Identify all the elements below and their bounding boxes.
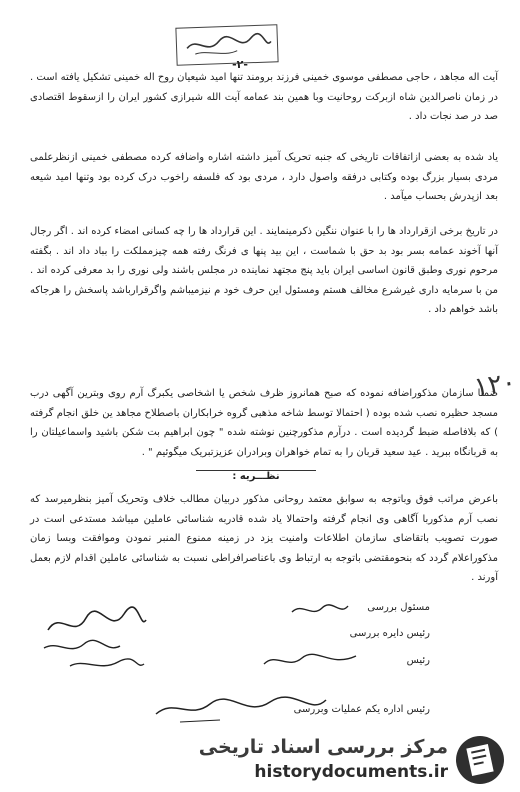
footer-title: مرکز بررسی اسناد تاریخی — [198, 736, 448, 758]
footer-watermark — [176, 732, 506, 788]
footer-url: historydocuments.ir — [254, 762, 448, 782]
handwritten-signature-middle — [260, 648, 360, 674]
section-heading: نظـــریه : — [196, 470, 316, 482]
archive-logo-icon — [454, 734, 506, 786]
paragraph-1: آیت اله مجاهد ، حاجی مصطفی موسوی خمینی فرزند برومند تنها امید شیعیان روح اله خمینی تشکیل یافته است . در زمان ناصرالدین شاه ازبرکت روحانیت وبا همین بند عمامه آیت الله شیرازی کشور ایران را ازسقوط اقتصادی صد در صد نجات داد . — [30, 72, 498, 122]
signature-line-3: رئیس — [406, 655, 430, 666]
paragraph-3: در تاریخ برخی ازقرارداد ها را با عنوان ننگین ذکرمینمایند . این قرارداد ها را چه کسانی امضاء کرده اند . اگر رجال آنها آخوند عمامه بسر بود بد حق با شماست ، این بید پنها ی فرنگ رفته همه چیزمملکت را بباد داد اند . بگفته مرحوم نوری وطبق قانون اساسی ایران باید پنج مجتهد نماینده در مجلس باشند ولی نوری را بد معرفی کرده اند . من با سرمایه داری غیرشرع مخالف هستم ومسئول این حرف خود م نیزمیباشم واگرقرارباشد پاسخش را هرجاکه باشد خواهم داد . — [30, 226, 498, 315]
handwritten-signature-top — [290, 600, 350, 620]
paragraph-5: باعرض مراتب فوق وباتوجه به سوابق معتمد روحانی مذکور دربیان مطالب خلاف وتحریک آمیز بنظرمیرسد که نصب آرم مذکوربا آگاهی وی انجام گرفته واحتمالا یاد شده قادربه شناسائی عاملین میباشد مستدعی است در صورت تصویب باتقاضای سازمان اطلاعات وامنیت یزد در زمینه ممنوع المنبر نمودن وموافقت وبسا زمان مذکوراعلام گردد که بنحومقتضی باتوجه به ارتباط وی باعناصرافراطی نسبت به شناسائی عاملین اقدام لازم بعمل آورند . — [30, 494, 498, 583]
signature-line-4: رئیس اداره یکم عملیات وبررسی — [293, 704, 430, 715]
paragraph-4: ضمنا سازمان مذکوراضافه نموده که صبح همانروز ظرف شخص یا اشخاصی یکبرگ آرم روی وبترین آگهی درب مسجد حظیره نصب شده بوده ( احتمالا توسط شاخه مذهبی گروه خرابکاران باصطلاح مجاهد ین خلق انجام گرفته ) که بلافاصله ضبط گردیده است . درآرم مذکورچنین نوشته شده " چون ابراهیم بت شکن باشید واسماعیلتان را به قربانگاه ببرید . عید سعید قربان را به تمام خواهران وبرادران عزیزتبریک میگوئیم " . — [30, 388, 498, 458]
side-handwritten-number: ۱۲۰ — [472, 367, 518, 403]
handwritten-signature-left — [40, 600, 150, 680]
signature-line-2: رئیس دایره بررسی — [349, 628, 430, 639]
paragraph-2: یاد شده به بعضی ازاتفاقات تاریخی که جنبه تحریک آمیز داشته اشاره واضافه کرده مصطفی خمینی ازنظرعلمی مردی بسیار بزرگ بوده وکتابی درفقه واصول دارد ، مردی بود که فلسفه راخوب درک کرده بود وتنها امید شیعه بعد ازپدرش بحساب میآمد . — [30, 152, 498, 202]
signature-line-1: مسئول بررسی — [367, 602, 430, 613]
handwritten-signature-bottom — [150, 690, 330, 726]
page-number: -۲- — [232, 58, 248, 71]
